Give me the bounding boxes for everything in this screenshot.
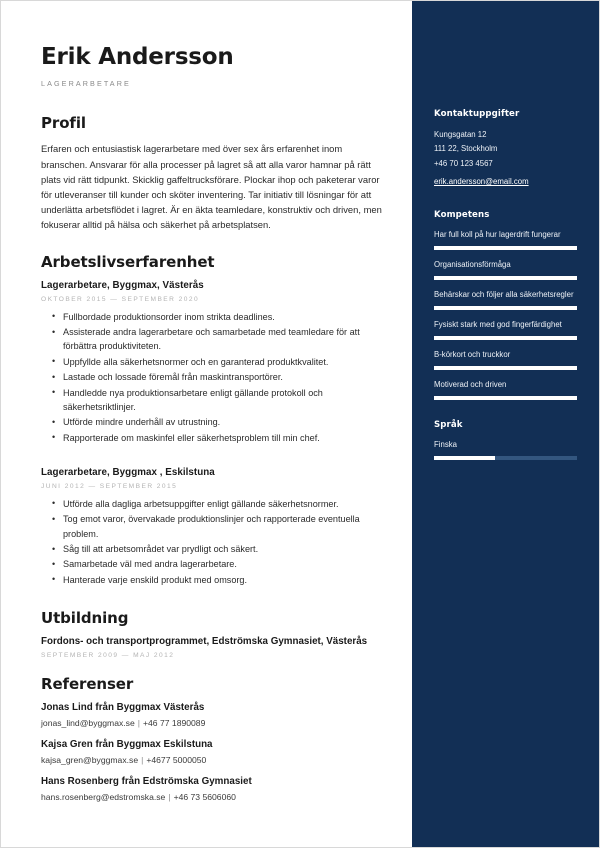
experience-job-title: Lagerarbetare, Byggmax, Västerås <box>41 279 204 291</box>
skill-item <box>434 229 577 250</box>
reference-contact <box>41 718 386 728</box>
reference-item <box>41 739 386 765</box>
reference-phone: +46 73 5606060 <box>173 792 236 803</box>
section-title-education: Utbildning <box>41 609 129 628</box>
contact-email-link[interactable]: erik.andersson@email.com <box>434 177 529 187</box>
reference-name: Hans Rosenberg från Edströmska Gymnasiet <box>41 776 252 788</box>
section-profile <box>41 114 386 232</box>
job-role-subtitle: LAGERARBETARE <box>41 79 131 89</box>
list-item: • Handledde nya produktionsarbetare enligt gällande protokoll och säkerhetsriktlinjer. <box>63 386 386 415</box>
skill-level-bar <box>434 246 577 250</box>
section-references <box>41 675 386 802</box>
skill-label: Organisationsförmåga <box>434 259 511 269</box>
language-item <box>434 439 577 460</box>
list-item: • Fullbordade produktionsorder inom strikta deadlines. <box>63 310 386 324</box>
page-title: Erik Andersson <box>41 44 234 70</box>
list-item: • Utförde alla dagliga arbetsuppgifter enligt gällande säkerhetsnormer. <box>63 497 386 511</box>
skill-item <box>434 349 577 370</box>
reference-name: Kajsa Gren från Byggmax Eskilstuna <box>41 739 213 751</box>
reference-contact <box>41 755 386 765</box>
skill-item <box>434 319 577 340</box>
section-experience <box>41 253 386 587</box>
section-title-experience: Arbetslivserfarenhet <box>41 252 215 271</box>
education-dates: SEPTEMBER 2009 — MAJ 2012 <box>41 652 175 660</box>
sidebar <box>412 1 599 848</box>
reference-item <box>41 702 386 728</box>
education-program-title: Fordons- och transportprogrammet, Edströmska Gymnasiet, Västerås <box>41 636 368 648</box>
skill-level-bar <box>434 306 577 310</box>
list-item: • Assisterade andra lagerarbetare och samarbetade med teamledare för att förbättra produktiviteten. <box>63 325 386 354</box>
sidebar-section-skills <box>434 210 577 400</box>
skill-level-fill <box>434 396 577 400</box>
experience-bullet-list <box>41 497 386 587</box>
reference-email: kajsa_gren@byggmax.se <box>41 755 139 766</box>
skill-level-bar <box>434 396 577 400</box>
list-item: • Uppfyllde alla säkerhetsnormer och en garanterad produktkvalitet. <box>63 355 386 369</box>
skill-level-fill <box>434 246 577 250</box>
contact-city: 111 22, Stockholm <box>434 144 498 154</box>
education-item <box>41 636 386 659</box>
list-item: • Utförde mindre underhåll av utrustning. <box>63 415 386 429</box>
list-item: • Samarbetade väl med andra lagerarbetare. <box>63 557 386 571</box>
reference-email: jonas_lind@byggmax.se <box>41 718 135 729</box>
section-education <box>41 609 386 659</box>
reference-email: hans.rosenberg@edstromska.se <box>41 792 166 803</box>
skill-level-fill <box>434 306 577 310</box>
skill-label: Har full koll på hur lagerdrift fungerar <box>434 229 561 239</box>
skill-level-fill <box>434 276 577 280</box>
section-title-references: Referenser <box>41 675 134 694</box>
reference-phone: +4677 5000050 <box>146 755 207 766</box>
list-item: • Såg till att arbetsområdet var prydligt och säkert. <box>63 542 386 556</box>
sidebar-title-languages: Språk <box>434 420 463 431</box>
list-item: • Hanterade varje enskild produkt med omsorg. <box>63 573 386 587</box>
skill-level-bar <box>434 366 577 370</box>
skill-level-fill <box>434 336 577 340</box>
reference-contact <box>41 792 386 802</box>
sidebar-section-contact <box>434 109 577 190</box>
sidebar-section-languages <box>434 420 577 460</box>
skill-level-fill <box>434 366 577 370</box>
profile-text: Erfaren och entusiastisk lagerarbetare med över sex års erfarenhet inom branschen. Ansvarar för alla processer på lagret så att alla varor hamnar på rätt plats vid rätt tidpunkt. Skicklig gaffeltrucksförare. Plockar ihop och paketerar varor för utleveranser till kunder och sköter inventering. Tar initiativ till lösningar för att underlätta arbetsflödet i lagret. Är en äkta teamledare, konstruktiv och driven, men fokuserar alltid på hälsa och säkerhet på arbetsplatsen. <box>41 143 382 231</box>
skill-label: B-körkort och truckkor <box>434 350 511 359</box>
experience-job-dates: JUNI 2012 — SEPTEMBER 2015 <box>41 482 178 490</box>
contact-address: Kungsgatan 12 <box>434 130 487 139</box>
sidebar-title-skills: Kompetens <box>434 209 490 220</box>
experience-job-title: Lagerarbetare, Byggmax , Eskilstuna <box>41 466 215 478</box>
list-item: • Rapporterade om maskinfel eller säkerhetsproblem till min chef. <box>63 431 386 445</box>
spacer <box>41 599 386 609</box>
skill-label: Fysiskt stark med god fingerfärdighet <box>434 319 562 329</box>
contact-phone: +46 70 123 4567 <box>434 158 493 168</box>
reference-separator: | <box>141 755 144 766</box>
reference-item <box>41 776 386 802</box>
experience-job-dates: OKTOBER 2015 — SEPTEMBER 2020 <box>41 295 200 303</box>
reference-phone: +46 77 1890089 <box>143 718 206 729</box>
list-item: • Tog emot varor, övervakade produktionslinjer och rapporterade eventuella problem. <box>63 512 386 541</box>
skill-item <box>434 289 577 310</box>
reference-separator: | <box>137 718 140 729</box>
experience-bullet-list <box>41 310 386 445</box>
language-level-fill <box>434 456 495 460</box>
experience-item <box>41 280 386 445</box>
language-level-bar <box>434 456 577 460</box>
skill-label: Motiverad och driven <box>434 380 507 390</box>
skill-item <box>434 259 577 280</box>
list-item: • Lastade och lossade föremål från maskintransportörer. <box>63 370 386 384</box>
reference-separator: | <box>168 792 171 803</box>
sidebar-title-contact: Kontaktuppgifter <box>434 109 520 119</box>
skill-level-bar <box>434 276 577 280</box>
language-label: Finska <box>434 440 457 450</box>
reference-name: Jonas Lind från Byggmax Västerås <box>41 702 205 714</box>
spacer <box>41 457 386 467</box>
skill-item <box>434 379 577 400</box>
main-content-column <box>1 1 414 848</box>
experience-item <box>41 467 386 587</box>
spacer <box>41 665 386 675</box>
skill-label: Behärskar och följer alla säkerhetsregler <box>434 289 574 299</box>
section-title-profile: Profil <box>41 114 86 133</box>
skill-level-bar <box>434 336 577 340</box>
